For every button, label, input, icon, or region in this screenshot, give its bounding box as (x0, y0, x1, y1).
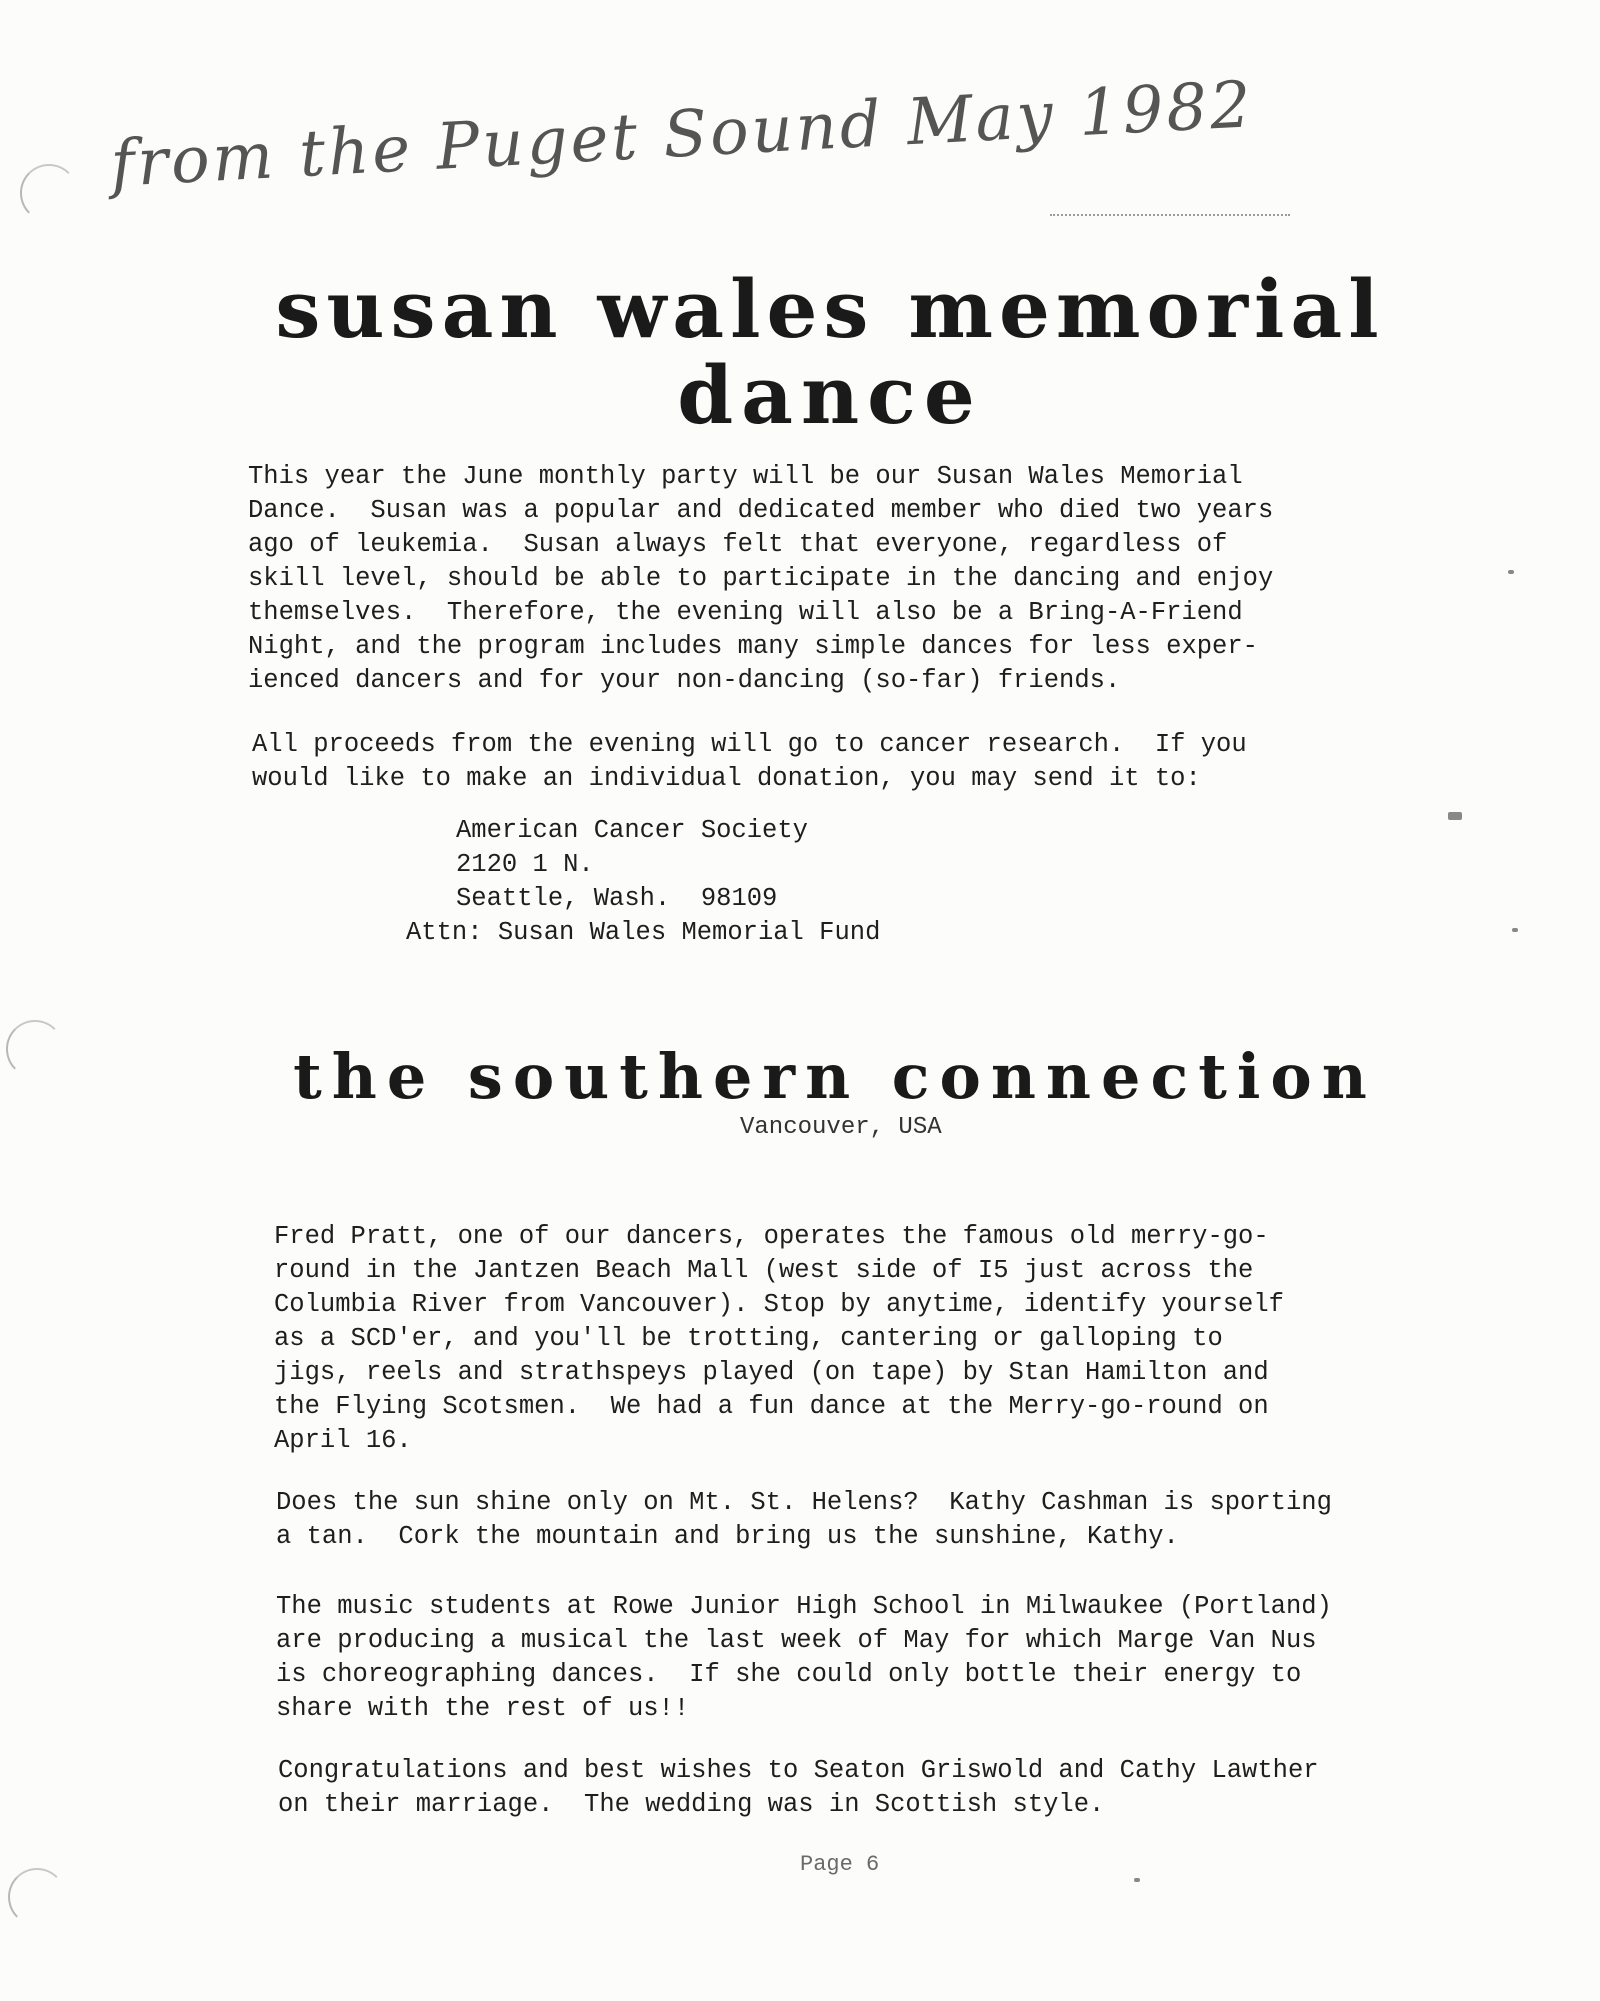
scan-speck (1134, 1878, 1140, 1882)
scan-speck (1508, 570, 1514, 574)
article-paragraph: Fred Pratt, one of our dancers, operates the famous old merry-go- round in the Jantzen Beach Mall (west side of I5 just across the Columbia River from Vancouver). Stop by anytime, identify yourself as a SCD'er, and you'll be trotting, cantering or galloping to jigs, reels and strathspeys played (on tape) by Stan Hamilton and the Flying Scotsmen. We had a fun dance at the Merry-go-round on April 16. (274, 1222, 1284, 1455)
dateline: Vancouver, USA (740, 1114, 942, 1141)
punch-hole (8, 1868, 66, 1926)
punch-hole (6, 1020, 64, 1078)
page-number: Page 6 (800, 1852, 880, 1877)
article-paragraph: This year the June monthly party will be our Susan Wales Memorial Dance. Susan was a popular and dedicated member who died two years ago of leukemia. Susan always felt that everyone, regardless of skill level, should be able to participate in the dancing and enjoy themselves. Therefore, the evening will also be a Bring-A-Friend Night, and the program includes many simple dances for less exper- ienced dancers and for your non-dancing (so-far) friends. (248, 462, 1274, 695)
divider (1050, 214, 1290, 216)
mailing-address: American Cancer Society 2120 1 N. Seattle, Wash. 98109 (456, 816, 808, 913)
article-paragraph: The music students at Rowe Junior High School in Milwaukee (Portland) are producing a musical the last week of May for which Marge Van Nus is choreographing dances. If she could only bottle their energy to share with the rest of us!! (276, 1592, 1332, 1723)
article-paragraph: Does the sun shine only on Mt. St. Helens? Kathy Cashman is sporting a tan. Cork the mountain and bring us the sunshine, Kathy. (276, 1488, 1332, 1551)
scan-speck (1448, 812, 1462, 820)
handwritten-note: from the Puget Sound May 1982 (108, 68, 1256, 202)
article-paragraph: All proceeds from the evening will go to cancer research. If you would like to make an individual donation, you may send it to: (252, 730, 1247, 793)
punch-hole (20, 164, 78, 222)
article-paragraph: Congratulations and best wishes to Seaton Griswold and Cathy Lawther on their marriage. The wedding was in Scottish style. (278, 1756, 1319, 1819)
attention-line: Attn: Susan Wales Memorial Fund (406, 918, 881, 947)
scan-speck (1512, 928, 1518, 932)
article-title: susan wales memorial (275, 262, 1385, 356)
section-title: the southern connection (293, 1040, 1377, 1113)
article-title-continued: dance (677, 348, 983, 442)
